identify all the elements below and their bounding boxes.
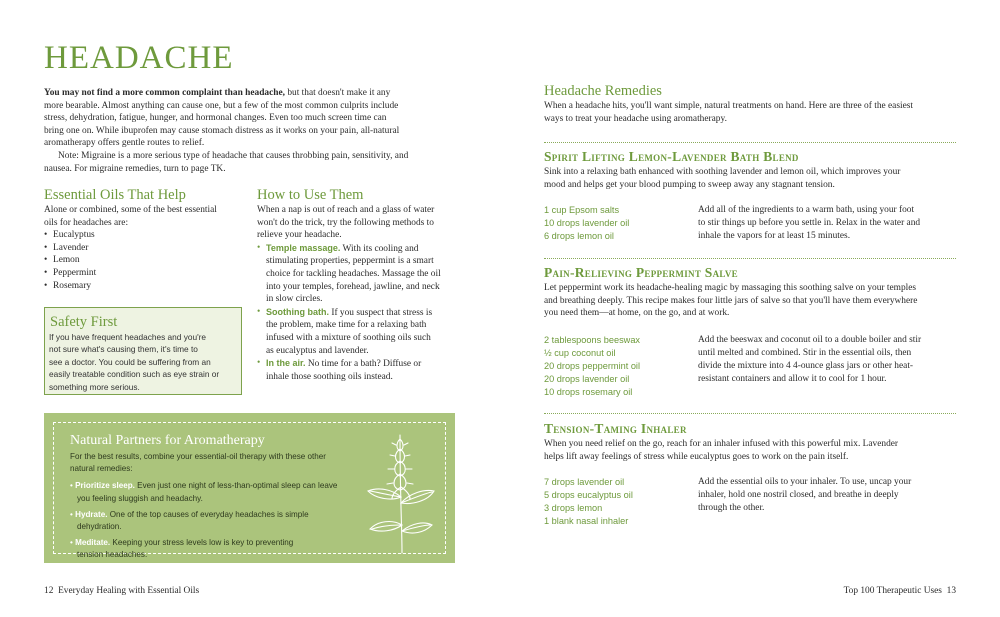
safety-line: not sure what's causing them, it's time to bbox=[49, 344, 198, 355]
item-line: No time for a bath? Diffuse or bbox=[305, 359, 422, 370]
recipe-steps bbox=[698, 334, 964, 386]
remedies-heading: Headache Remedies bbox=[544, 83, 662, 99]
remedies-intro bbox=[544, 100, 964, 125]
desc-line: mood and helps get your blood pumping to sweep away any stagnant tension. bbox=[544, 179, 835, 190]
note-line: nausea. For migraine remedies, turn to page TK. bbox=[44, 163, 226, 174]
ingredient: 7 drops lavender oil bbox=[544, 477, 625, 487]
natural-item-line: Keeping your stress levels low is key to preventing bbox=[110, 538, 294, 548]
intro-paragraph bbox=[44, 87, 464, 175]
essential-intro-line: Alone or combined, some of the best essential bbox=[44, 205, 217, 215]
natural-partners-box bbox=[44, 413, 455, 563]
list-item bbox=[257, 242, 467, 306]
step-line: resistant containers and allow it to cool for 1 hour. bbox=[698, 374, 887, 384]
desc-line: Sink into a relaxing bath enhanced with soothing lavender and lemon oil, which improves your bbox=[544, 167, 901, 177]
ingredient: 20 drops peppermint oil bbox=[544, 361, 641, 371]
natural-intro-line: For the best results, combine your essential-oil therapy with these other bbox=[70, 452, 326, 461]
item-line: inhale those soothing oils instead. bbox=[266, 371, 393, 382]
list-item: • Lemon bbox=[44, 254, 249, 267]
step-line: until melted and combined. Stir in the essential oils, then bbox=[698, 348, 912, 358]
safety-line: If you have frequent headaches and you're bbox=[49, 332, 207, 342]
desc-line: you need them—at home, on the go, and at work. bbox=[544, 308, 730, 319]
desc-line: When you need relief on the go, reach for an inhaler infused with this powerful mix. Lavender bbox=[544, 439, 899, 449]
footer-left bbox=[44, 586, 199, 596]
how-to-section bbox=[257, 204, 467, 383]
item-label: Temple massage. bbox=[266, 242, 341, 253]
step-line: through the other. bbox=[698, 503, 765, 513]
safety-heading: Safety First bbox=[50, 314, 118, 330]
item-line: into your temples, forehead, jawline, and neck bbox=[266, 281, 440, 292]
step-line: to stir things up before you settle in. Relax in the water and bbox=[698, 218, 921, 228]
step-line: Add the beeswax and coconut oil to a double boiler and stir bbox=[698, 335, 922, 345]
intro-line: aromatherapy offers gentle routes to relief. bbox=[44, 138, 205, 149]
ingredient: 2 tablespoons beeswax bbox=[544, 335, 641, 345]
ingredients-list bbox=[544, 204, 629, 243]
howto-intro-line: relieve your headache. bbox=[257, 230, 342, 241]
peppermint-sprig-icon bbox=[362, 427, 438, 555]
remedies-line: ways to treat your headache using aromatherapy. bbox=[544, 113, 727, 124]
ingredient: 1 cup Epsom salts bbox=[544, 205, 620, 215]
natural-intro-line: natural remedies: bbox=[70, 464, 133, 474]
howto-intro-line: won't do the trick, try the following methods to bbox=[257, 217, 434, 228]
step-line: inhale the vapors for at least 15 minutes. bbox=[698, 231, 851, 241]
item-label: Soothing bath. bbox=[266, 306, 329, 317]
list-item: • Eucalyptus bbox=[44, 229, 249, 242]
essential-intro-line: oils for headaches are: bbox=[44, 217, 129, 228]
item-line: choice for tackling headaches. Massage the oil bbox=[266, 268, 441, 279]
natural-item: • Hydrate. One of the top causes of everyday headaches is simple dehydration. bbox=[70, 509, 380, 533]
item-line: If you suspect that stress is bbox=[329, 307, 433, 318]
ingredients-list bbox=[544, 476, 633, 528]
ingredient: 20 drops lavender oil bbox=[544, 374, 630, 384]
ingredient: ½ cup coconut oil bbox=[544, 348, 616, 358]
footer-right bbox=[844, 586, 956, 596]
natural-item: • Meditate. Keeping your stress levels low is key to preventing tension headaches. bbox=[70, 537, 380, 561]
natural-heading: Natural Partners for Aromatherapy bbox=[70, 433, 265, 448]
intro-bold: You may not find a more common complaint than headache, bbox=[44, 88, 285, 98]
step-line: divide the mixture into 4 4-ounce glass jars or other heat- bbox=[698, 361, 914, 371]
ingredient: 1 blank nasal inhaler bbox=[544, 516, 629, 526]
section-divider bbox=[544, 413, 956, 414]
intro-line: but that doesn't make it any bbox=[284, 88, 391, 98]
how-to-list bbox=[257, 242, 467, 384]
list-item bbox=[257, 306, 467, 357]
step-line: Add the essential oils to your inhaler. To use, uncap your bbox=[698, 477, 912, 487]
page-number: 13 bbox=[946, 586, 956, 596]
book-title: Everyday Healing with Essential Oils bbox=[58, 586, 200, 596]
recipe-heading: Pain-Relieving Peppermint Salve bbox=[544, 265, 738, 280]
remedies-line: When a headache hits, you'll want simple, natural treatments on hand. Here are three of the easiest bbox=[544, 101, 913, 111]
recipe-heading: Tension-Taming Inhaler bbox=[544, 421, 687, 436]
desc-line: Let peppermint work its headache-healing magic by massaging this soothing salve on your temples bbox=[544, 283, 917, 293]
item-line: the problem, make time for a relaxing bath bbox=[266, 320, 427, 331]
natural-item-line: you feeling sluggish and headachy. bbox=[77, 493, 203, 503]
list-item: • Rosemary bbox=[44, 280, 249, 293]
ingredient: 6 drops lemon oil bbox=[544, 231, 614, 241]
recipe-description bbox=[544, 282, 964, 320]
item-label: In the air. bbox=[266, 358, 306, 369]
ingredient: 5 drops eucalyptus oil bbox=[544, 490, 633, 500]
desc-line: helps lift away feelings of stress while eucalyptus goes to work on the pain itself. bbox=[544, 451, 849, 462]
desc-line: and breathing deeply. This recipe makes four little jars of salve so that you'll have them everywhere bbox=[544, 295, 918, 306]
ingredient: 3 drops lemon bbox=[544, 503, 603, 513]
step-line: inhaler, hold one nostril closed, and breathe in deeply bbox=[698, 490, 899, 500]
safety-line: see a doctor. You could be suffering from an bbox=[49, 356, 211, 367]
intro-line: bring one on. While ibuprofen may cause stomach distress as it works on your pain, all-natural bbox=[44, 125, 400, 136]
safety-box bbox=[44, 307, 242, 395]
recipe-steps bbox=[698, 204, 964, 243]
natural-item-label: Hydrate. bbox=[75, 509, 108, 519]
list-item: • Lavender bbox=[44, 242, 249, 255]
natural-item-line: One of the top causes of everyday headaches is simple bbox=[107, 509, 309, 519]
section-divider bbox=[544, 142, 956, 143]
natural-text bbox=[70, 451, 380, 562]
ingredient: 10 drops rosemary oil bbox=[544, 387, 633, 397]
section-divider bbox=[544, 258, 956, 259]
essential-oils-list bbox=[44, 229, 249, 292]
item-line: in slow circles. bbox=[266, 294, 323, 305]
note-line: Note: Migraine is a more serious type of headache that causes throbbing pain, sensitivity, and bbox=[58, 150, 409, 161]
recipe-description bbox=[544, 438, 964, 463]
book-section: Top 100 Therapeutic Uses bbox=[843, 586, 942, 596]
intro-line: stress, dehydration, fatigue, hunger, and hormonal changes. Even too much screen time can bbox=[44, 113, 387, 124]
item-line: stimulating properties, peppermint is a smart bbox=[266, 256, 434, 267]
ingredient: 10 drops lavender oil bbox=[544, 218, 630, 228]
step-line: Add all of the ingredients to a warm bath, using your foot bbox=[698, 205, 915, 215]
natural-item-line: tension headaches. bbox=[77, 550, 148, 560]
item-line: infused with a mixture of soothing oils such bbox=[266, 332, 431, 343]
howto-intro-line: When a nap is out of reach and a glass of water bbox=[257, 205, 435, 215]
intro-line: more bearable. Almost anything can cause one, but a few of the most common culprits include bbox=[44, 100, 399, 111]
recipe-heading: Spirit Lifting Lemon-Lavender Bath Blend bbox=[544, 149, 799, 164]
item-line: as eucalyptus and lavender. bbox=[266, 345, 369, 356]
natural-item: • Prioritize sleep. Even just one night of less-than-optimal sleep can leave you feeling sluggish and headachy. bbox=[70, 480, 380, 504]
natural-item-line: Even just one night of less-than-optimal sleep can leave bbox=[134, 481, 338, 491]
natural-item-label: Prioritize sleep. bbox=[75, 481, 135, 491]
recipe-steps bbox=[698, 476, 964, 515]
how-to-heading: How to Use Them bbox=[257, 187, 364, 203]
safety-text bbox=[49, 331, 219, 393]
item-line: With its cooling and bbox=[340, 243, 419, 254]
ingredients-list bbox=[544, 334, 640, 399]
natural-item-label: Meditate. bbox=[75, 538, 111, 548]
list-item: • Peppermint bbox=[44, 267, 249, 280]
page-number: 12 bbox=[44, 586, 54, 596]
natural-item-line: dehydration. bbox=[77, 522, 122, 532]
essential-oils-section bbox=[44, 204, 249, 292]
essential-oils-heading: Essential Oils That Help bbox=[44, 187, 186, 203]
recipe-description bbox=[544, 166, 964, 191]
list-item bbox=[257, 357, 467, 383]
safety-line: easily treatable condition such as eye strain or bbox=[49, 369, 220, 380]
page-title: HEADACHE bbox=[44, 40, 234, 76]
safety-line: something more serious. bbox=[49, 381, 140, 392]
